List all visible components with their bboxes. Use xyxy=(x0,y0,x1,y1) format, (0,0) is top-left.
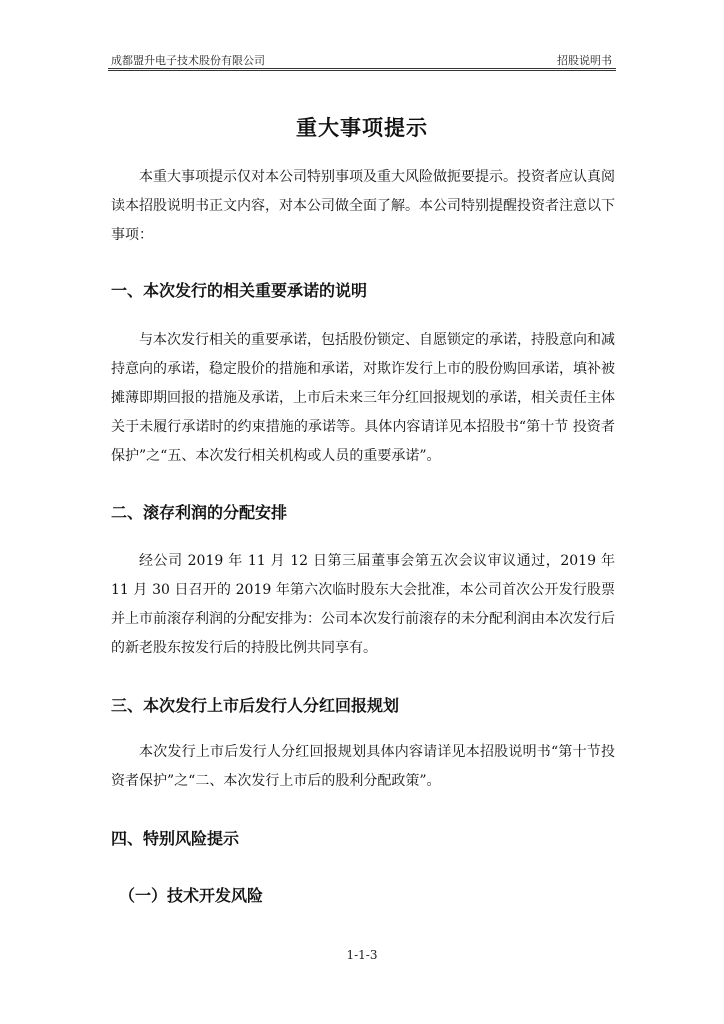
header-company: 成都盟升电子技术股份有限公司 xyxy=(111,54,265,67)
section-heading-1: 一、本次发行的相关重要承诺的说明 xyxy=(111,281,368,300)
subsection-heading: （一）技术开发风险 xyxy=(119,886,264,905)
page-title: 重大事项提示 xyxy=(296,116,428,140)
section-body-1: 与本次发行相关的重要承诺，包括股份锁定、自愿锁定的承诺，持股意向和减持意向的承诺，稳定股价的措施和承诺，对欺诈发行上市的股份购回承诺，填补被摊薄即期回报的措施及承诺，上市后未来三年分红回报规划的承诺，相关责任主体关于未履行承诺时的约束措施的承诺等。具体内容请详见本招股书“第十节 投资者保护”之“五、本次发行相关机构或人员的重要承诺”。 xyxy=(111,332,615,464)
section-heading-3: 三、本次发行上市后发行人分红回报规划 xyxy=(111,696,400,715)
section-body-2: 经公司 2019 年 11 月 12 日第三届董事会第五次会议审议通过，2019 年 11 月 30 日召开的 2019 年第六次临时股东大会批准，本公司首次公开发行股票并上市前滚存利润的分配安排为：公司本次发行前滚存的未分配利润由本次发行后的新老股东按发行后的持股比例共同享有。 xyxy=(111,553,615,656)
header-doc-type: 招股说明书 xyxy=(557,54,612,67)
page-number: 1-1-3 xyxy=(346,948,378,962)
section-body-3: 本次发行上市后发行人分红回报规划具体内容请详见本招股说明书“第十节投资者保护”之“二、本次发行上市后的股利分配政策”。 xyxy=(111,744,615,789)
section-heading-4: 四、特别风险提示 xyxy=(111,829,240,848)
header-rule xyxy=(108,68,616,71)
section-heading-2: 二、滚存利润的分配安排 xyxy=(111,503,288,522)
intro-paragraph: 本重大事项提示仅对本公司特别事项及重大风险做扼要提示。投资者应认真阅读本招股说明书正文内容，对本公司做全面了解。本公司特别提醒投资者注意以下事项： xyxy=(111,169,615,243)
